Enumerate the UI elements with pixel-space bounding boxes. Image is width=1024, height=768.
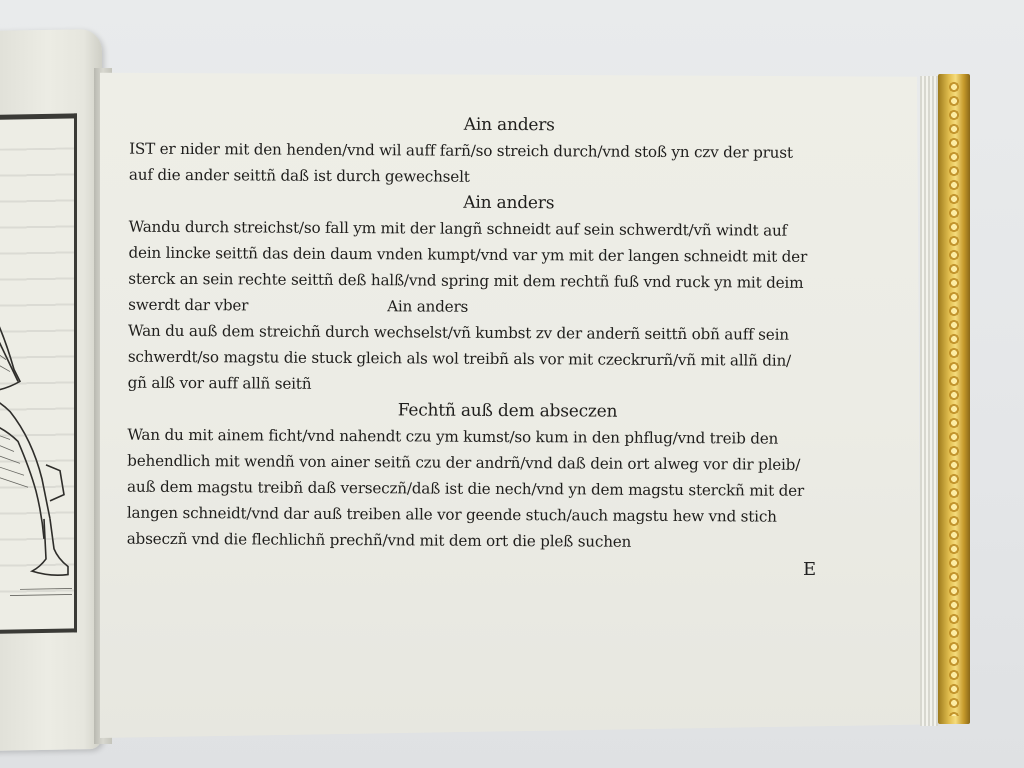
text-line: schwerdt/so magstu die stuck gleich als wol treibñ als vor mit czeckrurñ/vñ mit allñ din/ bbox=[127, 347, 792, 370]
gilt-ornament-pattern bbox=[944, 80, 964, 716]
left-page bbox=[0, 29, 102, 751]
text-line: swerdt dar vber Ain anders bbox=[128, 295, 469, 316]
signature-mark: E bbox=[803, 559, 817, 580]
page-text bbox=[127, 110, 890, 557]
text-line: gñ alß vor auff allñ seitñ bbox=[127, 373, 312, 393]
text-line: auf die ander seittñ daß ist durch gewechselt bbox=[128, 165, 470, 186]
text-line: auß dem magstu treibñ daß verseczñ/daß ist die nech/vnd yn dem magstu sterckñ mit der bbox=[126, 477, 805, 500]
text-line: sterck an sein rechte seittñ deß halß/vnd spring mit dem rechtñ fuß vnd ruck yn mit deim bbox=[128, 269, 804, 292]
text-line: Fechtñ auß dem abseczen bbox=[397, 400, 618, 422]
text-line: Ain anders bbox=[463, 114, 555, 136]
text-line: Wan du mit ainem ficht/vnd nahendt czu ym kumst/so kum in den phflug/vnd treib den bbox=[127, 425, 779, 448]
text-line: langen schneidt/vnd dar auß treiben alle vor geende stuch/auch magstu hew vnd stich bbox=[126, 503, 777, 526]
text-line: Wan du auß dem streichñ durch wechselst/vñ kumbst zv der anderñ seittñ obñ auff sein bbox=[127, 321, 789, 344]
text-line: Wandu durch streichst/so fall ym mit der langñ schneidt auf sein schwerdt/vñ windt auf bbox=[128, 217, 788, 240]
text-line: abseczñ vnd die flechlichñ prechñ/vnd mit dem ort die pleß suchen bbox=[126, 529, 632, 551]
text-line: dein lincke seittñ das dein daum vnden kumpt/vnd var ym mit der langen schneidt mit der bbox=[128, 243, 808, 266]
show-through-text bbox=[0, 147, 74, 608]
text-line: behendlich mit wendñ von ainer seitñ czu der andrñ/vnd daß dein ort alweg vor dir pleib/ bbox=[127, 451, 801, 474]
page-edges bbox=[920, 76, 938, 726]
text-line: Ain anders bbox=[463, 192, 555, 214]
text-line: IST er nider mit den henden/vnd wil auff farñ/so streich durch/vnd stoß yn czv der prust bbox=[129, 139, 793, 162]
